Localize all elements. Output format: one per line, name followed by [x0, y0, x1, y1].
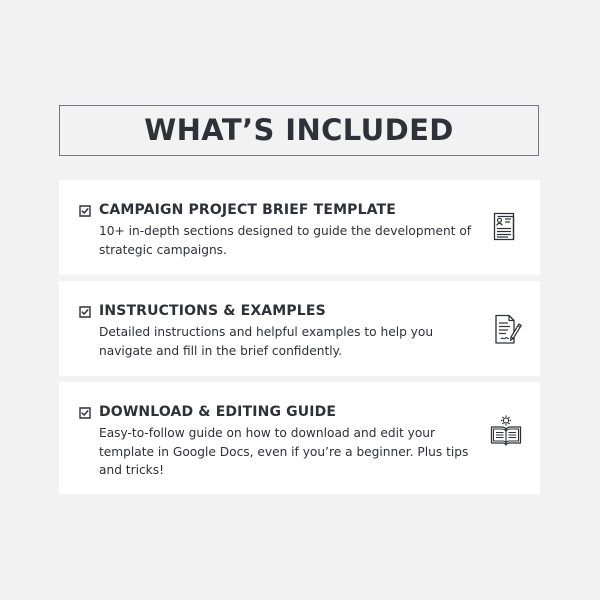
feature-title: DOWNLOAD & EDITING GUIDE	[99, 404, 337, 420]
open-book-gear-icon	[488, 413, 524, 449]
checkbox-check-icon	[79, 407, 91, 419]
title-box	[59, 105, 539, 156]
page-title: WHAT’S INCLUDED	[144, 113, 454, 147]
feature-card-instructions	[59, 281, 540, 376]
feature-description: Easy-to-follow guide on how to download and edit your template in Google Docs, even if you’re a beginner. Plus tips and tricks!	[99, 426, 469, 477]
brief-document-icon	[488, 210, 524, 246]
checkbox-check-icon	[79, 306, 91, 318]
feature-description: Detailed instructions and helpful examples to help you navigate and fill in the brief confidently.	[99, 325, 434, 358]
feature-title: INSTRUCTIONS & EXAMPLES	[99, 303, 326, 319]
feature-card-brief-template	[59, 180, 540, 275]
document-pen-icon	[488, 312, 524, 348]
checkbox-check-icon	[79, 205, 91, 217]
feature-title: CAMPAIGN PROJECT BRIEF TEMPLATE	[99, 202, 396, 218]
feature-description: 10+ in-depth sections designed to guide the development of strategic campaigns.	[99, 224, 472, 257]
feature-card-download-guide	[59, 382, 540, 494]
